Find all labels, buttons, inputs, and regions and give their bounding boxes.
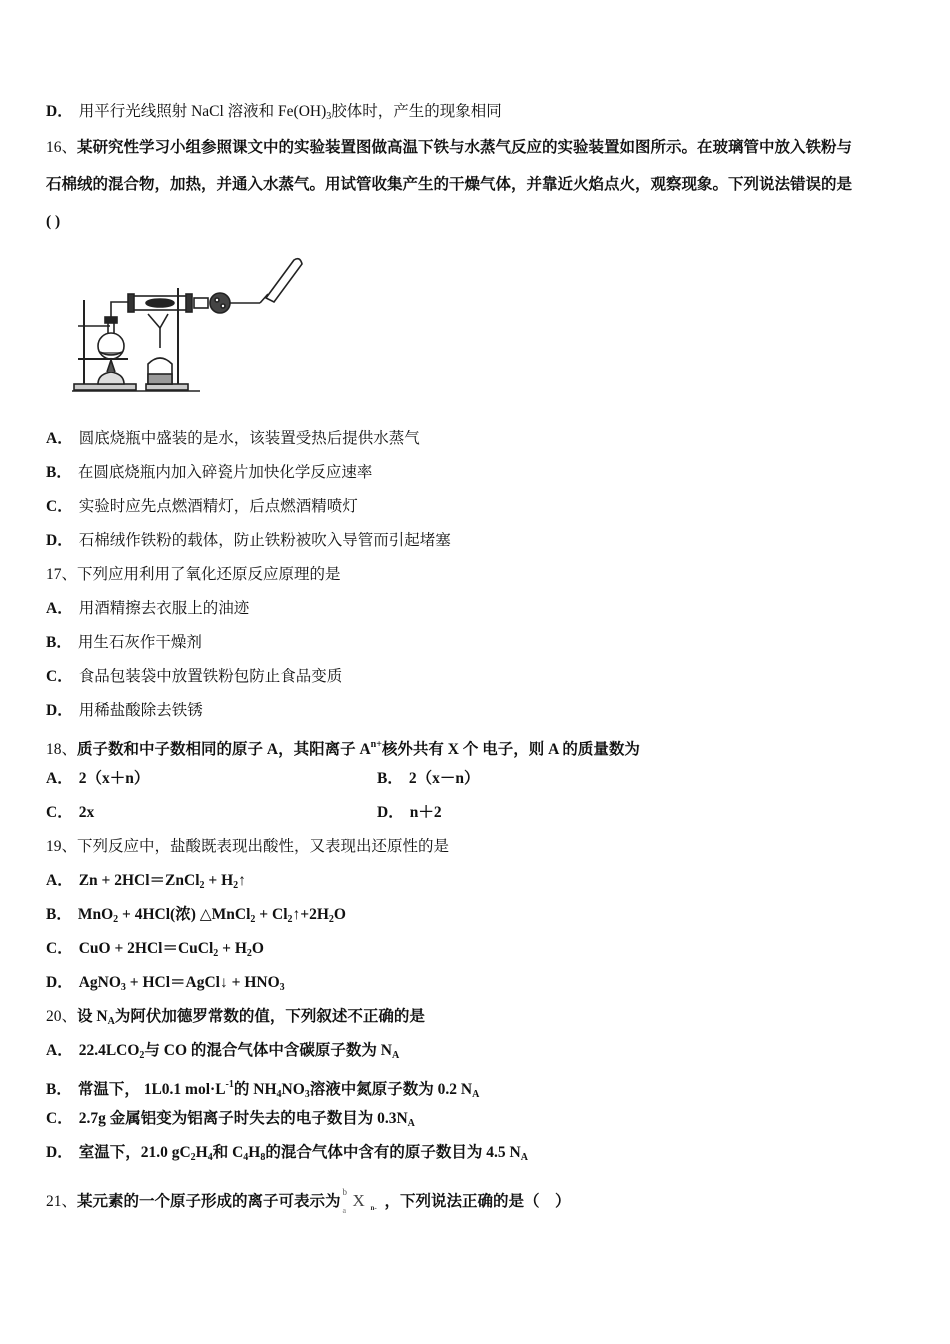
question-stem: 下列反应中，盐酸既表现出酸性，又表现出还原性的是 xyxy=(77,838,450,855)
option-letter: B． xyxy=(46,1081,72,1098)
q18-options-row1 xyxy=(46,769,480,789)
q18-stem xyxy=(46,735,640,760)
option-letter: A． xyxy=(46,600,73,617)
question-number: 18、 xyxy=(46,741,78,758)
equation-text: ↑+2H xyxy=(292,906,329,923)
q18-option-a xyxy=(46,770,149,787)
subscript: A xyxy=(472,1089,480,1100)
equation-text: + Cl xyxy=(255,906,288,923)
option-letter: B． xyxy=(377,770,403,787)
subscript: 4 xyxy=(243,1152,249,1163)
question-stem: 某研究性学习小组参照课文中的实验装置图做高温下铁与水蒸气反应的实验装置如图所示。在玻璃管中放入铁粉与 xyxy=(77,139,853,156)
question-number: 21、 xyxy=(46,1193,78,1210)
option-letter: D． xyxy=(46,1144,73,1161)
q18-options-row2 xyxy=(46,803,442,823)
option-text: 2x xyxy=(78,804,95,821)
option-text: 与 CO 的混合气体中含碳原子数为 N xyxy=(144,1042,392,1059)
option-letter: A． xyxy=(46,770,73,787)
equation-text: CuO + 2HCl＝CuCl xyxy=(78,940,214,957)
element-symbol: X xyxy=(352,1191,365,1211)
question-stem: 为阿伏加德罗常数的值，下列叙述不正确的是 xyxy=(114,1008,425,1025)
option-text: 在圆底烧瓶内加入碎瓷片加快化学反应速率 xyxy=(77,464,373,481)
option-letter: D． xyxy=(46,532,73,549)
equation-text: AgNO xyxy=(78,974,121,991)
option-text: 室温下，21.0 gC xyxy=(78,1144,191,1161)
subscript: 3 xyxy=(326,111,332,122)
option-letter: D． xyxy=(46,974,73,991)
subscript: A xyxy=(520,1152,528,1163)
q19-option-a xyxy=(46,871,246,896)
option-text: 溶液中氮原子数为 0.2 N xyxy=(309,1081,473,1098)
question-stem: ，下列说法正确的是（ ） xyxy=(384,1193,571,1210)
subscript: 4 xyxy=(207,1152,213,1163)
subscript: 8 xyxy=(260,1152,266,1163)
superscript: n+ xyxy=(370,739,382,750)
subscript: 3 xyxy=(120,982,126,993)
q19-option-d xyxy=(46,973,285,998)
option-letter: C． xyxy=(46,498,73,515)
q17-option-b xyxy=(46,633,202,653)
option-letter: B． xyxy=(46,634,72,651)
nuclide-symbol xyxy=(341,1187,385,1216)
q18-option-b xyxy=(377,769,479,789)
option-text: 2（x－n） xyxy=(408,770,480,787)
option-text: 用稀盐酸除去铁锈 xyxy=(78,702,203,719)
subscript: A xyxy=(107,1016,115,1027)
equation-text: + H xyxy=(218,940,247,957)
question-number: 16、 xyxy=(46,139,78,156)
q16-option-a xyxy=(46,429,420,449)
option-text: 用平行光线照射 NaCl 溶液和 Fe(OH) xyxy=(78,103,327,120)
q20-option-a xyxy=(46,1041,399,1066)
q16-stem-line3 xyxy=(46,212,60,232)
option-letter: B． xyxy=(46,464,72,481)
q16-option-d xyxy=(46,531,451,551)
option-text: 的混合气体中含有的原子数目为 4.5 N xyxy=(265,1144,521,1161)
subscript: 3 xyxy=(279,982,285,993)
subscript: A xyxy=(392,1050,400,1061)
equation-text: + 4HCl(浓) △MnCl xyxy=(118,906,251,923)
question-number: 20、 xyxy=(46,1008,78,1025)
option-letter: D． xyxy=(46,702,73,719)
option-letter: D． xyxy=(377,804,404,821)
q19-option-b xyxy=(46,905,346,930)
ion-charge: n- xyxy=(370,1204,377,1213)
subscript: 3 xyxy=(304,1089,310,1100)
atomic-number: a xyxy=(342,1206,347,1216)
q20-option-b xyxy=(46,1075,479,1105)
option-letter: A． xyxy=(46,872,73,889)
subscript: 2 xyxy=(250,914,256,925)
subscript: 2 xyxy=(328,914,334,925)
question-number: 17、 xyxy=(46,566,78,583)
option-letter: C． xyxy=(46,668,73,685)
q19-stem xyxy=(46,837,449,857)
answer-blank: ( ) xyxy=(46,213,61,230)
q18-option-d xyxy=(377,803,442,823)
option-text: 2.7g 金属铝变为铝离子时失去的电子数目为 0.3N xyxy=(78,1110,408,1127)
question-number: 19、 xyxy=(46,838,78,855)
superscript: -1 xyxy=(225,1079,234,1090)
equation-text: ↑ xyxy=(238,872,246,889)
equation-text: O xyxy=(251,940,264,957)
apparatus-diagram xyxy=(70,252,310,400)
subscript: 2 xyxy=(246,948,252,959)
option-text: H xyxy=(195,1144,208,1161)
option-text: 圆底烧瓶中盛装的是水，该装置受热后提供水蒸气 xyxy=(78,430,420,447)
q20-option-c xyxy=(46,1109,415,1134)
option-letter: C． xyxy=(46,1110,73,1127)
subscript: 2 xyxy=(199,880,205,891)
equation-text: + H xyxy=(204,872,234,889)
option-text: 22.4LCO xyxy=(78,1042,140,1059)
option-letter: B． xyxy=(46,906,72,923)
equation-text: O xyxy=(333,906,346,923)
option-text: 用生石灰作干燥剂 xyxy=(77,634,202,651)
q16-option-b xyxy=(46,463,372,483)
option-letter: D． xyxy=(46,103,73,120)
option-text: H xyxy=(248,1144,261,1161)
subscript: 2 xyxy=(190,1152,196,1163)
option-letter: A． xyxy=(46,430,73,447)
option-text: 实验时应先点燃酒精灯，后点燃酒精喷灯 xyxy=(78,498,358,515)
option-letter: A． xyxy=(46,1042,73,1059)
question-stem: 某元素的一个原子形成的离子可表示为 xyxy=(77,1193,341,1210)
subscript: 4 xyxy=(276,1089,282,1100)
q17-option-c xyxy=(46,667,342,687)
option-text: 的 NH xyxy=(233,1081,277,1098)
option-text: NO xyxy=(281,1081,305,1098)
subscript: 2 xyxy=(139,1050,145,1061)
equation-text: + HCl＝AgCl↓ + HNO xyxy=(125,974,280,991)
subscript: 2 xyxy=(213,948,219,959)
option-letter: C． xyxy=(46,804,73,821)
q18-option-c xyxy=(46,804,94,821)
q16-stem-line1 xyxy=(46,138,852,158)
q15-option-d xyxy=(46,102,502,127)
equation-text: MnO xyxy=(77,906,114,923)
subscript: 2 xyxy=(113,914,119,925)
question-stem: 质子数和中子数相同的原子 A，其阳离子 A xyxy=(77,741,371,758)
subscript: 2 xyxy=(233,880,239,891)
option-text: 常温下， 1L0.1 mol·L xyxy=(77,1081,226,1098)
q21-stem xyxy=(46,1187,571,1216)
option-letter: C． xyxy=(46,940,73,957)
q19-option-c xyxy=(46,939,264,964)
q17-stem xyxy=(46,565,341,585)
q20-option-d xyxy=(46,1143,528,1168)
question-stem: 设 N xyxy=(77,1008,108,1025)
option-text: 和 C xyxy=(212,1144,244,1161)
option-text: 食品包装袋中放置铁粉包防止食品变质 xyxy=(78,668,343,685)
equation-text: Zn + 2HCl＝ZnCl xyxy=(78,872,200,889)
question-stem: 核外共有 X 个 电子，则 A 的质量数为 xyxy=(381,741,640,758)
option-text: 石棉绒作铁粉的载体，防止铁粉被吹入导管而引起堵塞 xyxy=(78,532,451,549)
option-text: 用酒精擦去衣服上的油迹 xyxy=(78,600,250,617)
q16-option-c xyxy=(46,497,358,517)
option-text: n＋2 xyxy=(409,804,442,821)
option-text: 胶体时，产生的现象相同 xyxy=(331,103,502,120)
q16-stem-line2 xyxy=(46,175,852,195)
mass-number: b xyxy=(342,1187,348,1198)
option-text: 2（x＋n） xyxy=(78,770,150,787)
q20-stem xyxy=(46,1007,425,1032)
question-stem: 下列应用利用了氧化还原反应原理的是 xyxy=(77,566,341,583)
subscript: 2 xyxy=(287,914,293,925)
q17-option-a xyxy=(46,599,249,619)
subscript: A xyxy=(407,1118,415,1129)
question-stem: 石棉绒的混合物，加热，并通入水蒸气。用试管收集产生的干燥气体，并靠近火焰点火，观察现象。下列说法错误的是 xyxy=(46,176,853,193)
q17-option-d xyxy=(46,701,203,721)
